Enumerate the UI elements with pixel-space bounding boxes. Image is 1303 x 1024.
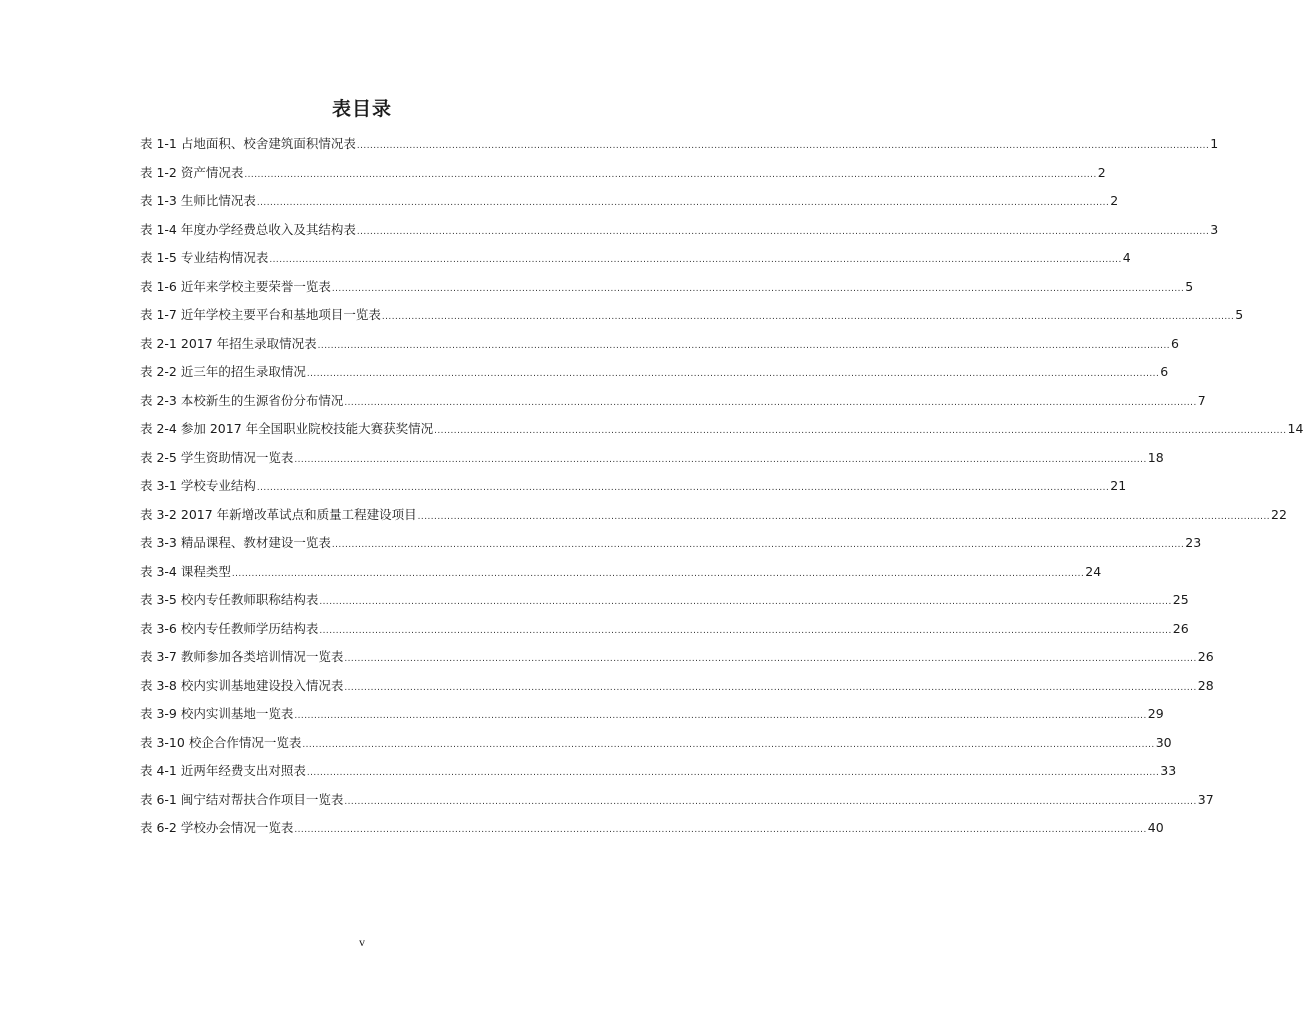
dot-leader: .................................................................................................................................................................................................................................................................... [244,168,1097,180]
toc-entry[interactable] [140,419,1303,448]
toc-entry-label: 表 1-2 资产情况表 [140,164,244,180]
toc-entry[interactable] [140,704,1164,733]
toc-entry[interactable] [140,533,1202,562]
toc-entry-label: 表 3-10 校企合作情况一览表 [140,734,302,750]
toc-entry-label: 表 3-2 2017 年新增改革试点和质量工程建设项目 [140,506,417,522]
toc-entry[interactable] [140,761,1177,790]
dot-leader: .................................................................................................................................................................................................................................................................... [344,795,1197,807]
toc-entry[interactable] [140,248,1131,277]
toc-entry-label: 表 2-1 2017 年招生录取情况表 [140,335,317,351]
toc-entry-label: 表 3-1 学校专业结构 [140,478,256,493]
toc-entry-label: 表 1-5 专业结构情况表 [140,250,269,265]
dot-leader: .................................................................................................................................................................................................................................................................... [356,140,1210,151]
toc-entry-page-number: 7 [1197,392,1206,408]
toc-entry-page-number: 23 [1185,535,1202,550]
toc-entry-label: 表 1-4 年度办学经费总收入及其结构表 [140,221,356,237]
dot-leader: .................................................................................................................................................................................................................................................................... [256,482,1110,493]
toc-entry[interactable] [140,590,1189,619]
dot-leader: .................................................................................................................................................................................................................................................................... [356,225,1210,237]
toc-entry-label: 表 1-1 占地面积、校舍建筑面积情况表 [140,136,356,151]
toc-entry-label: 表 2-4 参加 2017 年全国职业院校技能大赛获奖情况 [140,421,434,436]
toc-entry[interactable] [140,476,1127,505]
dot-leader: .................................................................................................................................................................................................................................................................... [306,368,1160,379]
toc-entry-page-number: 22 [1271,506,1287,522]
toc-entry-page-number: 37 [1197,791,1214,807]
dot-leader: .................................................................................................................................................................................................................................................................... [269,254,1122,265]
toc-entry-page-number: 5 [1185,278,1194,294]
toc-entry[interactable] [140,733,1172,762]
dot-leader: .................................................................................................................................................................................................................................................................... [294,453,1147,465]
toc-entry-label: 表 2-5 学生资助情况一览表 [140,449,294,465]
dot-leader: .................................................................................................................................................................................................................................................................... [331,282,1185,294]
toc-entry-label: 表 3-8 校内实训基地建设投入情况表 [140,677,344,693]
toc-entry-page-number: 1 [1210,136,1219,151]
toc-entry-label: 表 3-9 校内实训基地一览表 [140,706,294,721]
toc-entry[interactable] [140,818,1164,847]
toc-entry-page-number: 14 [1287,421,1303,436]
toc-entry-page-number: 26 [1172,620,1189,636]
toc-entry-label: 表 3-3 精品课程、教材建设一览表 [140,535,331,550]
toc-entry-page-number: 6 [1160,364,1169,379]
dot-leader: .................................................................................................................................................................................................................................................................... [319,596,1172,607]
dot-leader: .................................................................................................................................................................................................................................................................... [319,624,1172,636]
toc-entry-label: 表 6-2 学校办会情况一览表 [140,820,294,835]
dot-leader: .................................................................................................................................................................................................................................................................... [294,710,1147,721]
toc-entry-label: 表 2-3 本校新生的生源省份分布情况 [140,392,344,408]
page-title: 表目录 [331,98,392,120]
toc-entry[interactable] [140,505,1287,534]
dot-leader: .................................................................................................................................................................................................................................................................... [256,197,1110,208]
toc-entry[interactable] [140,191,1119,220]
toc-entry-label: 表 3-6 校内专任教师学历结构表 [140,620,319,636]
toc-entry[interactable] [140,277,1194,306]
dot-leader: .................................................................................................................................................................................................................................................................... [344,681,1197,693]
toc-entry-label: 表 4-1 近两年经费支出对照表 [140,763,306,778]
toc-entry[interactable] [140,134,1219,163]
toc-entry-page-number: 33 [1160,763,1177,778]
toc-entry-page-number: 18 [1147,449,1164,465]
dot-leader: .................................................................................................................................................................................................................................................................... [306,767,1160,778]
dot-leader: .................................................................................................................................................................................................................................................................... [344,396,1197,408]
dot-leader: .................................................................................................................................................................................................................................................................... [294,824,1147,835]
toc-entry-page-number: 25 [1172,592,1189,607]
dot-leader: .................................................................................................................................................................................................................................................................... [331,539,1185,550]
toc-entry-label: 表 1-7 近年学校主要平台和基地项目一览表 [140,307,381,322]
toc-entry-label: 表 1-6 近年来学校主要荣誉一览表 [140,278,331,294]
toc-entry-page-number: 40 [1147,820,1164,835]
toc-entry[interactable] [140,448,1164,477]
toc-entry-label: 表 3-4 课程类型 [140,563,231,579]
page-number-footer: v [359,935,365,949]
table-of-contents [140,134,1303,847]
toc-entry-page-number: 26 [1197,649,1214,664]
toc-entry-page-number: 29 [1147,706,1164,721]
toc-entry-page-number: 24 [1085,563,1102,579]
toc-entry-page-number: 30 [1155,734,1172,750]
dot-leader: .................................................................................................................................................................................................................................................................... [317,339,1171,351]
toc-entry[interactable] [140,562,1102,591]
toc-entry-page-number: 21 [1110,478,1127,493]
toc-entry-label: 表 6-1 闽宁结对帮扶合作项目一览表 [140,791,344,807]
toc-entry-page-number: 2 [1097,164,1106,180]
toc-entry-page-number: 3 [1210,221,1219,237]
toc-entry-page-number: 4 [1122,250,1131,265]
toc-entry[interactable] [140,220,1219,249]
toc-entry[interactable] [140,305,1244,334]
toc-entry[interactable] [140,391,1206,420]
toc-entry[interactable] [140,790,1214,819]
toc-entry-page-number: 6 [1171,335,1179,351]
dot-leader: .................................................................................................................................................................................................................................................................... [434,425,1287,436]
toc-entry-label: 表 2-2 近三年的招生录取情况 [140,364,306,379]
dot-leader: .................................................................................................................................................................................................................................................................... [381,311,1235,322]
toc-entry[interactable] [140,362,1169,391]
toc-entry[interactable] [140,619,1189,648]
dot-leader: .................................................................................................................................................................................................................................................................... [302,738,1155,750]
toc-entry-label: 表 3-7 教师参加各类培训情况一览表 [140,649,344,664]
toc-entry-page-number: 5 [1235,307,1244,322]
toc-entry-label: 表 1-3 生师比情况表 [140,193,256,208]
toc-entry[interactable] [140,647,1214,676]
toc-entry[interactable] [140,334,1179,363]
toc-entry[interactable] [140,676,1214,705]
toc-entry[interactable] [140,163,1106,192]
dot-leader: .................................................................................................................................................................................................................................................................... [344,653,1197,664]
toc-entry-label: 表 3-5 校内专任教师职称结构表 [140,592,319,607]
toc-entry-page-number: 2 [1110,193,1119,208]
dot-leader: .................................................................................................................................................................................................................................................................... [231,567,1085,579]
toc-entry-page-number: 28 [1197,677,1214,693]
dot-leader: .................................................................................................................................................................................................................................................................... [417,510,1271,522]
